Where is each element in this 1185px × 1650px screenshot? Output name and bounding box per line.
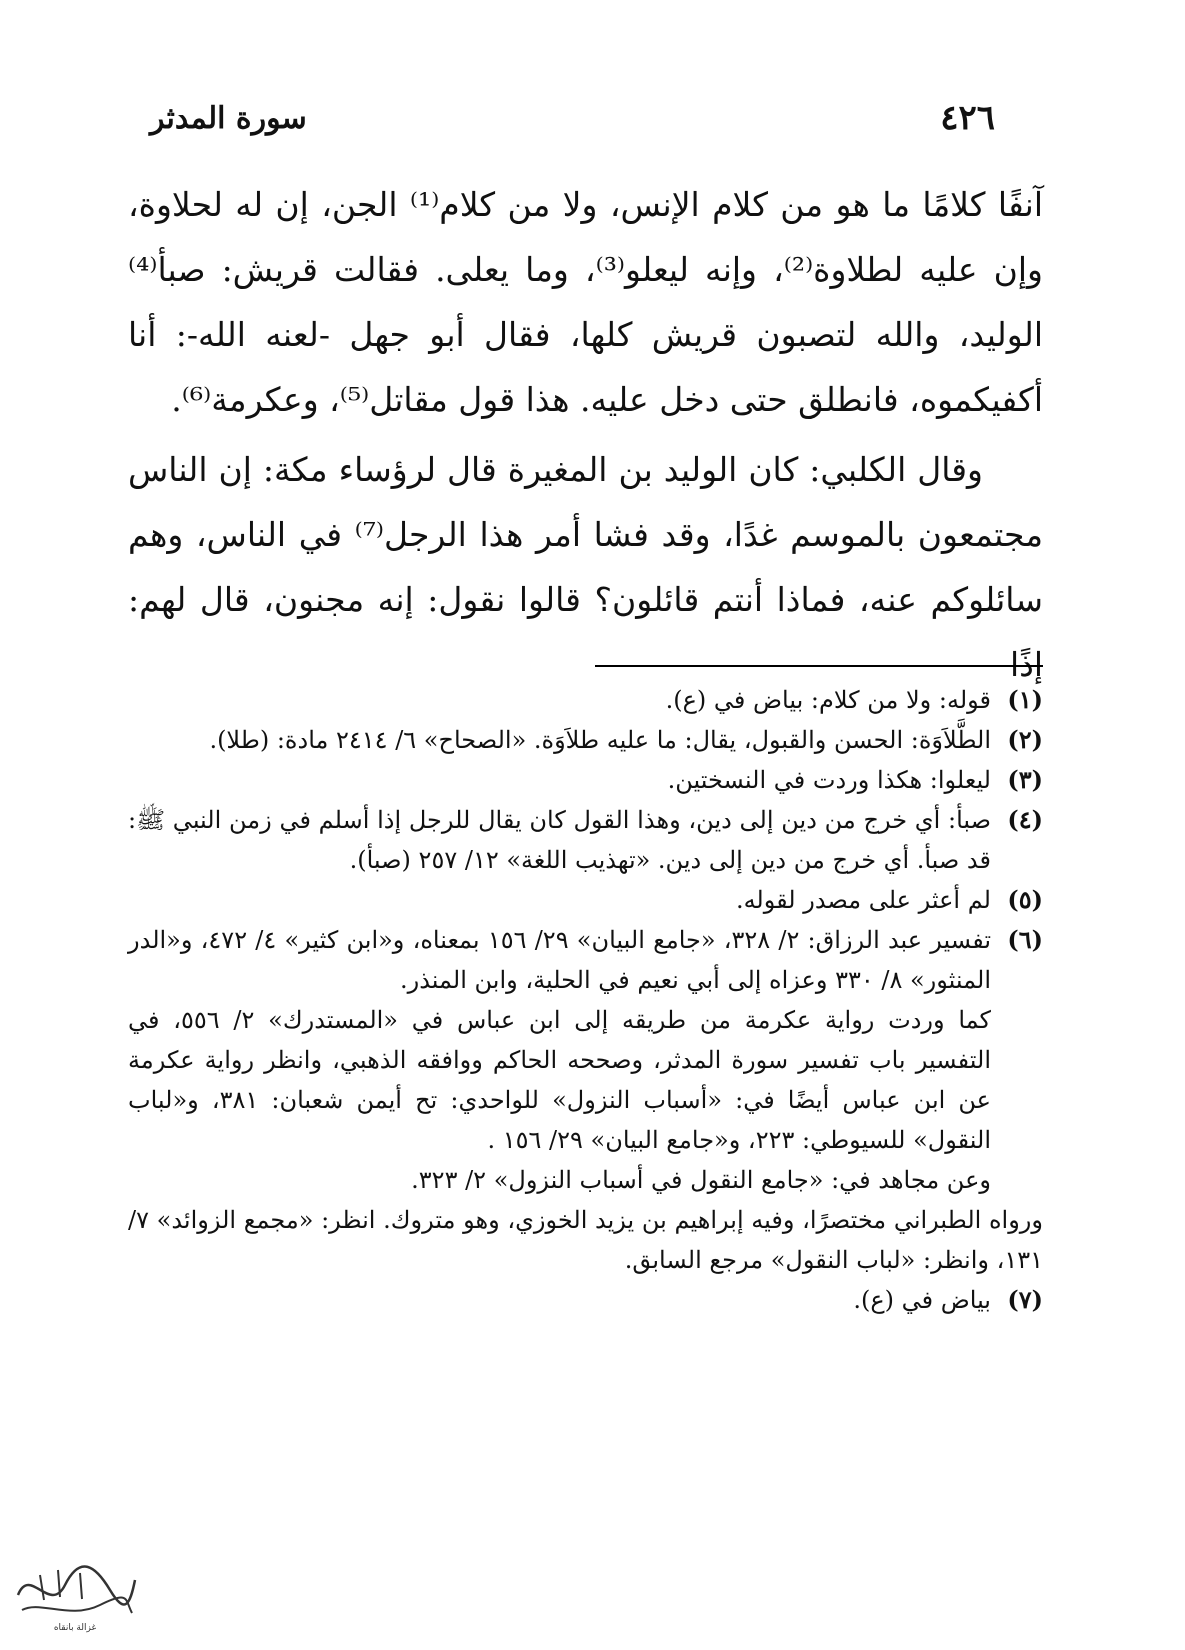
main-text <box>128 172 1043 697</box>
footnote-continuation: ورواه الطبراني مختصرًا، وفيه إبراهيم بن يزيد الخوزي، وهو متروك. انظر: «مجمع الزوائد» ٧/ ١٣١، وانظر: «لباب النقول» مرجع السابق. <box>128 1206 1043 1274</box>
watermark-subtext: غزالة بانقاه <box>53 1623 97 1633</box>
footnote-text: لم أعثر على مصدر لقوله. <box>735 886 991 914</box>
footnote-text: الطَّلاَوَة: الحسن والقبول، يقال: ما عليه طلاَوَة. «الصحاح» ٦/ ٢٤١٤ مادة: (طلا). <box>209 726 991 754</box>
footnote-number: (٧) <box>1007 1285 1043 1314</box>
footnote <box>128 880 1043 920</box>
footnote-text: كما وردت رواية عكرمة من طريقه إلى ابن عباس في «المستدرك» ٢/ ٥٥٦، في التفسير باب تفسير سورة المدثر، وصححه الحاكم ووافقه الذهبي، وانظر رواية عكرمة عن ابن عباس أيضًا في: «أسباب النزول» للواحدي: تح أيمن شعبان: ٣٨١، و«لباب النقول» للسيوطي: ٢٢٣، و«جامع البيان» ٢٩/ ١٥٦ . <box>128 1006 992 1154</box>
footnote-text: ليعلوا: هكذا وردت في النسختين. <box>667 766 991 794</box>
footnote-number: (٣) <box>1007 765 1043 794</box>
watermark-logo <box>10 1555 140 1635</box>
page-number: ٤٢٦ <box>940 98 995 138</box>
footnote-text: بياض في (ع). <box>853 1286 991 1314</box>
main-paragraph: وقال الكلبي: كان الوليد بن المغيرة قال لرؤساء مكة: إن الناس مجتمعون بالموسم غدًا، وقد فشا أمر هذا الرجل⁽⁷⁾ في الناس، وهم سائلوكم عنه، فماذا أنتم قائلون؟ قالوا نقول: إنه مجنون، قال لهم: إذًا <box>128 450 1044 684</box>
footnote-number: (٥) <box>1007 885 1043 914</box>
footnote <box>128 760 1043 800</box>
chapter-title: سورة المدثر <box>150 100 307 136</box>
footnote <box>128 720 1043 760</box>
footnote-divider <box>595 665 1043 667</box>
footnote-number: (٦) <box>1007 925 1043 954</box>
footnote-text: وعن مجاهد في: «جامع النقول في أسباب النزول» ٢/ ٣٢٣. <box>411 1166 991 1194</box>
footnote <box>128 680 1043 720</box>
footnote-number: (٤) <box>1007 805 1043 834</box>
footnote <box>128 920 1043 1200</box>
main-paragraph: آنفًا كلامًا ما هو من كلام الإنس، ولا من كلام⁽¹⁾ الجن، إن له لحلاوة، وإن عليه لطلاوة⁽²⁾، وإنه ليعلو⁽³⁾، وما يعلى. فقالت قريش: صبأ⁽⁴⁾ الوليد، والله لتصبون قريش كلها، فقال أبو جهل -لعنه الله-: أنا أكفيكموه، فانطلق حتى دخل عليه. هذا قول مقاتل⁽⁵⁾، وعكرمة⁽⁶⁾. <box>128 185 1043 419</box>
footnotes <box>128 680 1043 1320</box>
footnote-number: (١) <box>1007 685 1043 714</box>
footnote-number: (٢) <box>1007 725 1043 754</box>
footnote <box>128 1280 1043 1320</box>
footnote <box>128 800 1043 880</box>
page-header <box>150 88 995 148</box>
footnote-text: صبأ: أي خرج من دين إلى دين، وهذا القول كان يقال للرجل إذا أسلم في زمن النبي ﷺ: قد صبأ. أي خرج من دين إلى دين. «تهذيب اللغة» ١٢/ ٢٥٧ (صبأ). <box>128 806 992 874</box>
footnote-text: تفسير عبد الرزاق: ٢/ ٣٢٨، «جامع البيان» ٢٩/ ١٥٦ بمعناه، و«ابن كثير» ٤/ ٤٧٢، و«الدر المنثور» ٨/ ٣٣٠ وعزاه إلى أبي نعيم في الحلية، وابن المنذر. <box>128 926 992 994</box>
footnote-text: قوله: ولا من كلام: بياض في (ع). <box>665 686 991 714</box>
